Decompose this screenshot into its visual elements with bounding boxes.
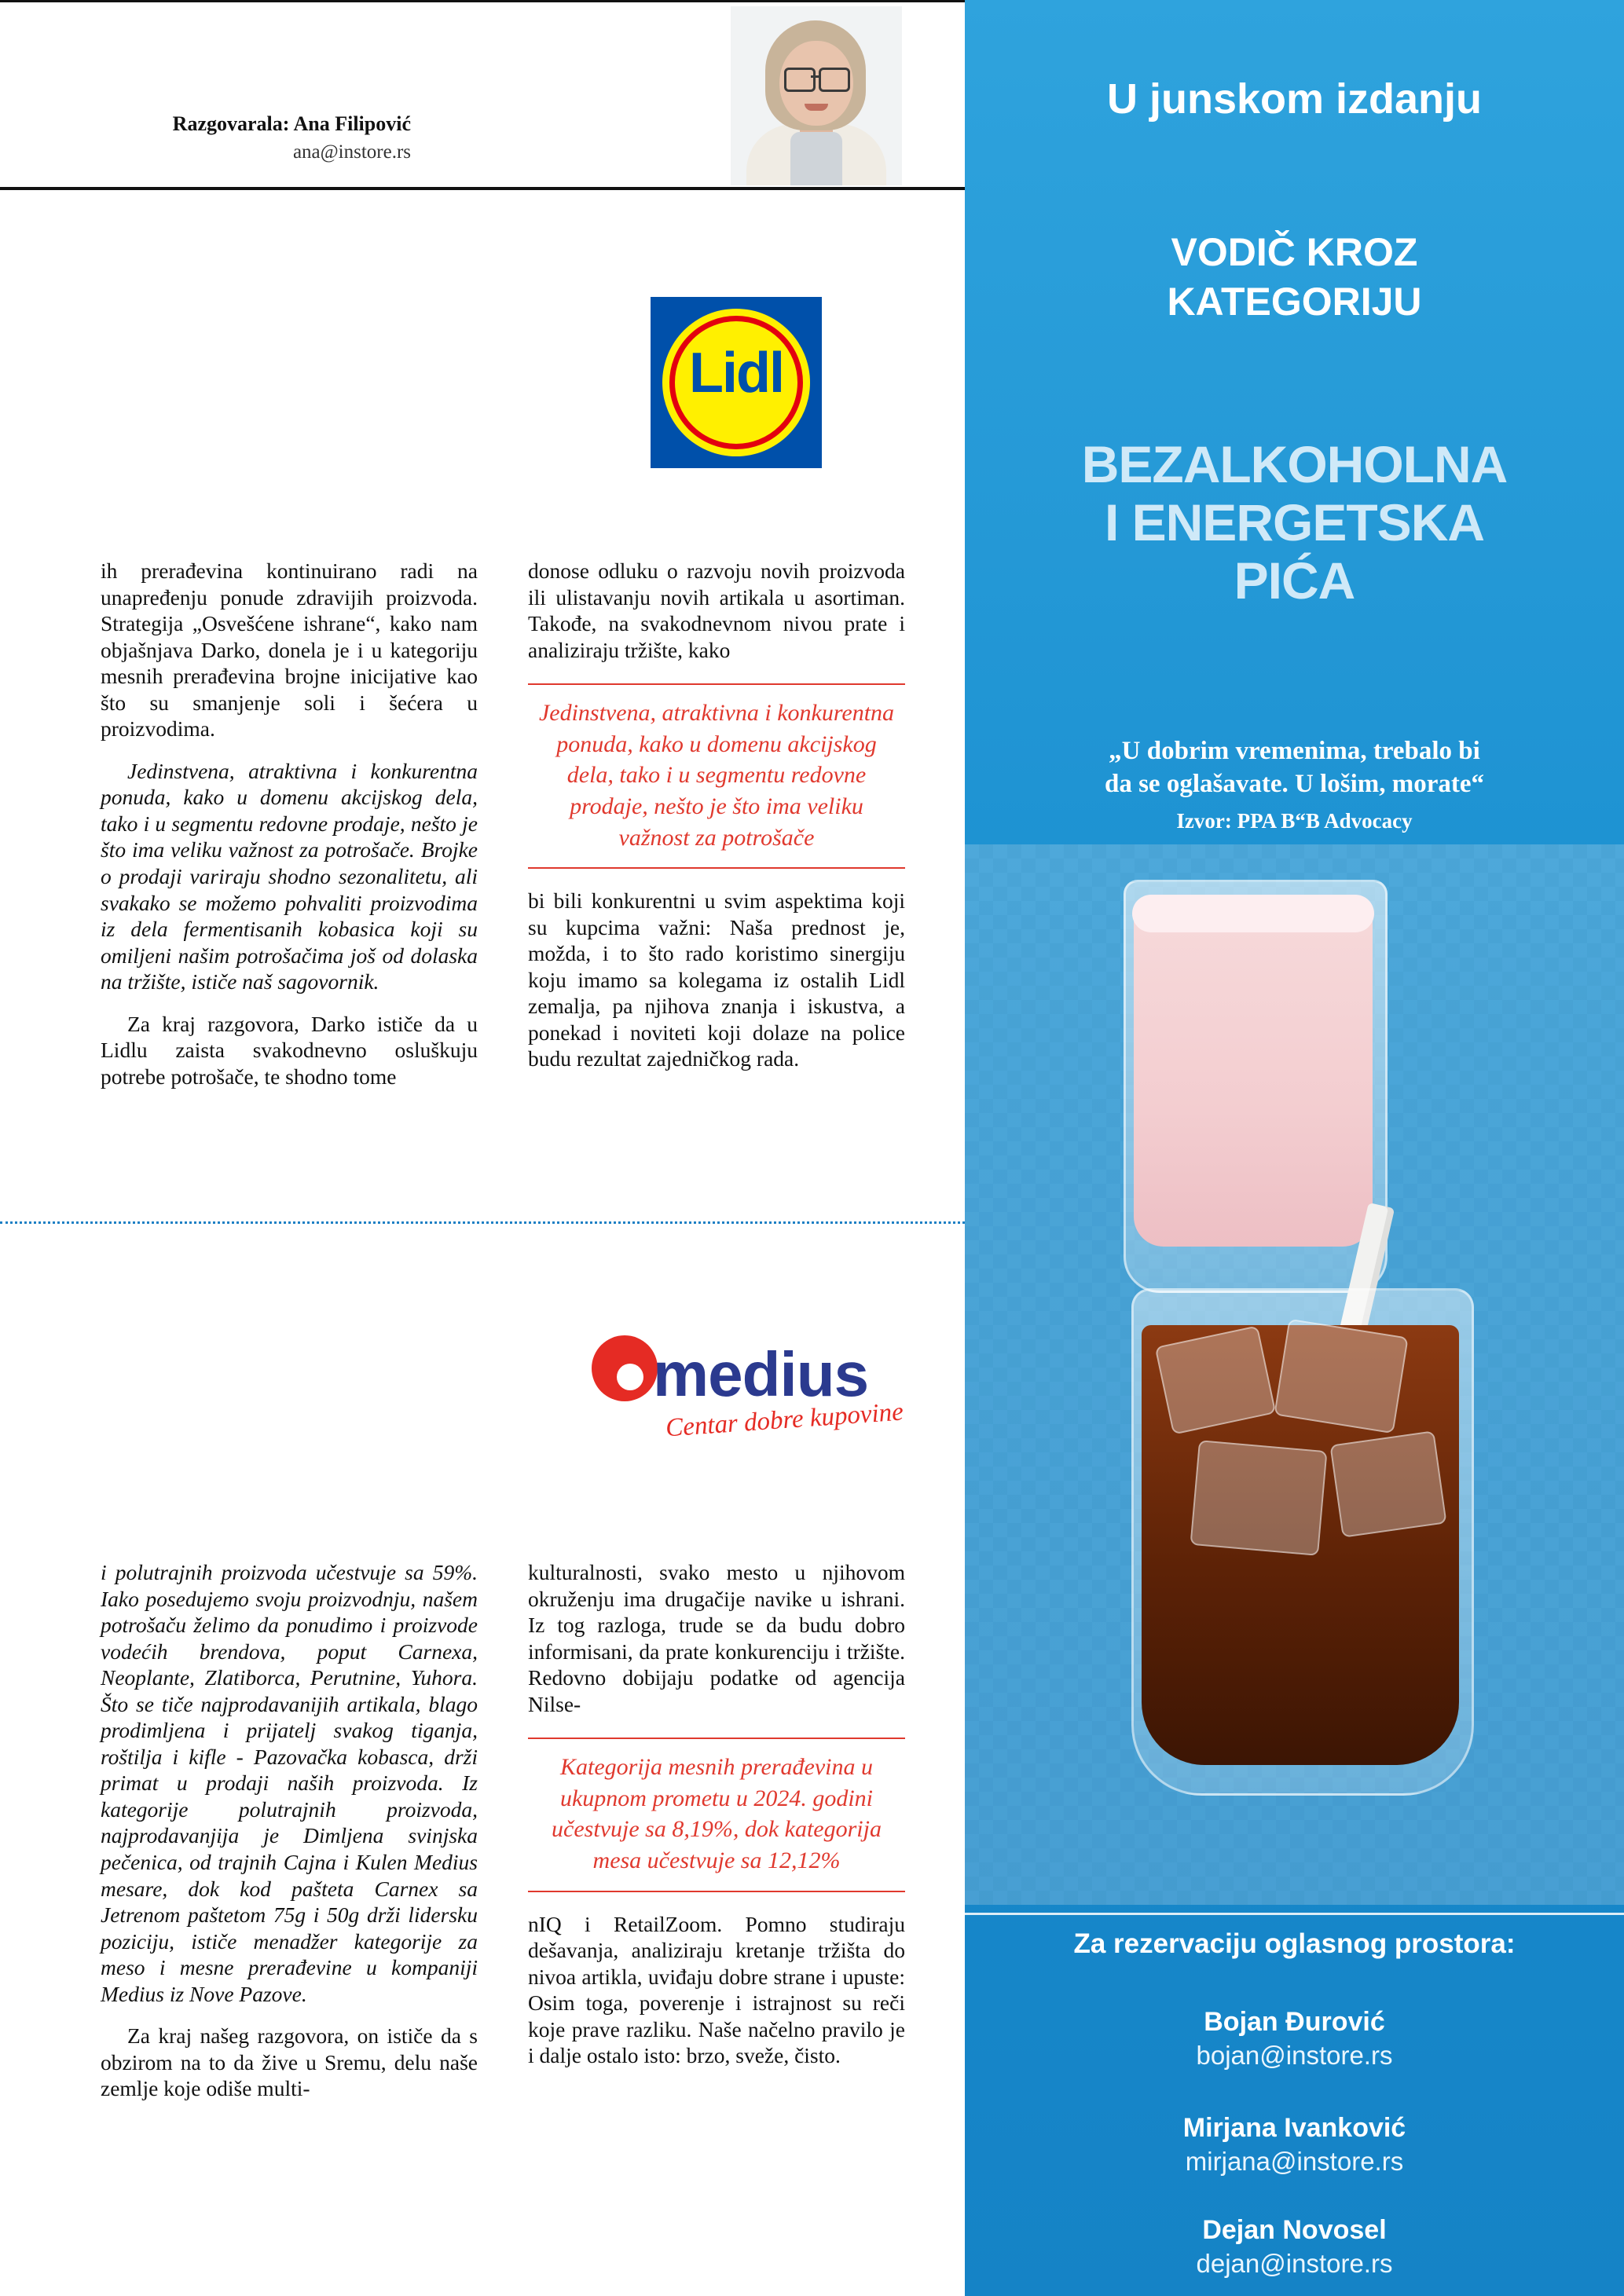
article2-left-column <box>101 1559 478 2102</box>
pull-quote: Kategorija mesnih prerađevina u ukupnom prometu u 2024. godini učestvuje sa 8,19%, dok kategorija mesa učestvuje sa 12,12% <box>528 1738 905 1891</box>
article2-right-column <box>528 1559 905 2069</box>
ice-cube-icon <box>1274 1319 1409 1434</box>
paragraph-italic: Osim toga, poverenje i istrajnost su reči koje prave razliku. Naše načelno pravilo je i dalje ostalo isto: brzo, sveže, čisto. <box>528 1990 905 2068</box>
ad-category-line1: BEZALKOHOLNA <box>1081 435 1508 493</box>
contact-entry <box>965 2215 1624 2279</box>
byline-block <box>0 0 965 189</box>
paragraph: i polutrajnih proizvoda učestvuje sa 59%. Iako posedujemo svoju proizvodnju, našem potrošaču želimo da ponudimo i proizvode vodećih brendova, poput Carnexa, Neoplante, Zlatiborca, Perutnine, Yuhora. Što se tiče najprodavanijih artikala, blago prodimljena i prijatelj svakog tiganja, roštilja i kifle - Pazovačka kobasca, drži primat u prodaji naših proizvoda. Iz kategorije polutrajnih proizvoda, najprodavanjija je Dimljena svinjska pečenica, od trajnih Cajna i Kulen Medius mesare, dok kod pašteta Carnex sa Jetrenom paštetom 75g i 50g drži lidersku poziciju, ističe menadžer kategorije za meso i mesne prerađevine u kompaniji Medius iz Nove Pazove. <box>101 1560 478 2006</box>
ad-heading-category <box>965 436 1624 610</box>
ice-cube-icon <box>1329 1430 1446 1537</box>
byline <box>81 110 411 166</box>
paragraph <box>528 888 905 1072</box>
paragraph: kulturalnosti, svako mesto u njihovom okruženju ima drugačije navike u ishrani. Iz tog razloga, trude se da budu dobro informisani, da prate konkurenciju i tržište. Redovno dobijaju podatke od agencija Nilse- <box>528 1560 905 1716</box>
contact-email[interactable]: dejan@instore.rs <box>1196 2249 1393 2278</box>
ad-quote <box>965 734 1624 800</box>
contact-entry <box>965 2113 1624 2177</box>
pull-quote: Jedinstvena, atraktivna i konkurentna ponuda, kako u domenu akcijskog dela, tako i u segmentu redovne prodaje, nešto je što ima veliku važnost za potrošače <box>528 683 905 869</box>
reservation-divider <box>965 1913 1624 1915</box>
ice-cube-icon <box>1190 1440 1327 1556</box>
paragraph: Za kraj razgovora, Darko ističe da u Lidlu zaista svakodnevno osluškuju potrebe potrošače, te shodno tome <box>101 1011 478 1089</box>
contact-entry <box>965 2007 1624 2071</box>
paragraph: Za kraj našeg razgovora, on ističe da s obzirom na to da žive u Sremu, delu naše zemlje koje odiše multi- <box>101 2023 478 2101</box>
ad-quote-line1: „U dobrim vremenima, trebalo bi <box>1109 737 1480 765</box>
ad-category-line2: I ENERGETSKA <box>1104 493 1485 551</box>
paragraph-lead: bi bili konkurentni u svim aspektima koji su kupcima važni: <box>528 888 905 939</box>
ad-guide-line1: VODIČ KROZ <box>1171 230 1418 274</box>
medius-slogan: Centar dobre kupovine <box>665 1397 904 1443</box>
interviewer-email: ana@instore.rs <box>292 141 411 163</box>
ad-guide-line2: KATEGORIJU <box>1167 279 1422 324</box>
ad-heading-guide <box>965 228 1624 326</box>
lidl-wordmark: Lidl <box>689 342 783 405</box>
ad-quote-source: Izvor: PPA B“B Advocacy <box>1176 809 1413 833</box>
paragraph <box>528 1911 905 2069</box>
contact-name: Mirjana Ivanković <box>1182 2113 1406 2143</box>
paragraph: donose odluku o razvoju novih proizvoda ili ulistavanju novih artikala u asortiman. Takođe, na svakodnevnom nivou prate i analiziraju tržište, kako <box>528 558 905 662</box>
interviewer-name: Razgovarala: Ana Filipović <box>172 112 411 135</box>
rule-bottom <box>0 187 965 190</box>
section-divider <box>0 1221 965 1224</box>
paragraph: Jedinstvena, atraktivna i konkurentna ponuda, kako u domenu akcijskog dela, tako i u segmentu redovne prodaje, nešto je što ima veliku važnost za potrošače. Brojke o prodaji variraju shodno sezonalitetu, ali svakako se možemo pohvaliti proizvodima iz dela fermentisanih kobasica koji su omiljeni našim potrošačima još od dolaska na tržište, ističe naš sagovornik. <box>101 758 478 994</box>
medius-wordmark: medius <box>653 1339 869 1409</box>
reservation-title: Za rezervaciju oglasnog prostora: <box>1073 1928 1516 1959</box>
lidl-logo <box>651 297 822 468</box>
ad-heading-issue: U junskom izdanju <box>1106 75 1483 123</box>
contact-name: Bojan Đurović <box>1204 2007 1385 2037</box>
article1-left-column <box>101 558 478 1089</box>
medius-dot-inner-icon <box>617 1364 643 1390</box>
medius-logo <box>577 1327 907 1477</box>
paragraph: ih prerađevina kontinuirano radi na unapređenju ponude zdravijih proizvoda. Strategija „Osvešćene ishrane“, kako nam objašnjava Darko, donela je i u kategoriju mesnih prerađevina brojne inicijative kao što su smanjenje soli i šećera u proizvodima. <box>101 558 478 742</box>
author-photo <box>731 6 902 185</box>
paragraph-italic: Naša prednost je, možda, i to što rado koristimo sinergiju koju imamo sa kolegama iz ostalih Lidl zemalja, pa njihova znanja i iskustva, a ponekad i noviteti koji dolaze na police budu rezultat zajedničkog rada. <box>528 914 905 1071</box>
milkshake-glass-image <box>1124 880 1388 1293</box>
rule-top <box>0 0 965 2</box>
ad-category-line3: PIĆA <box>1234 551 1355 610</box>
paragraph-lead: nIQ i RetailZoom. Pomno studiraju dešavanja, analiziraju kretanje tržišta do nivoa artikla, uviđaju dobre strane i upuste: <box>528 1911 905 1989</box>
ad-quote-line2: da se oglašavate. U lošim, morate“ <box>1104 770 1484 799</box>
contact-email[interactable]: bojan@instore.rs <box>1196 2041 1393 2070</box>
contact-email[interactable]: mirjana@instore.rs <box>1185 2147 1404 2176</box>
article1-right-column <box>528 558 905 1072</box>
contact-name: Dejan Novosel <box>1202 2215 1387 2245</box>
